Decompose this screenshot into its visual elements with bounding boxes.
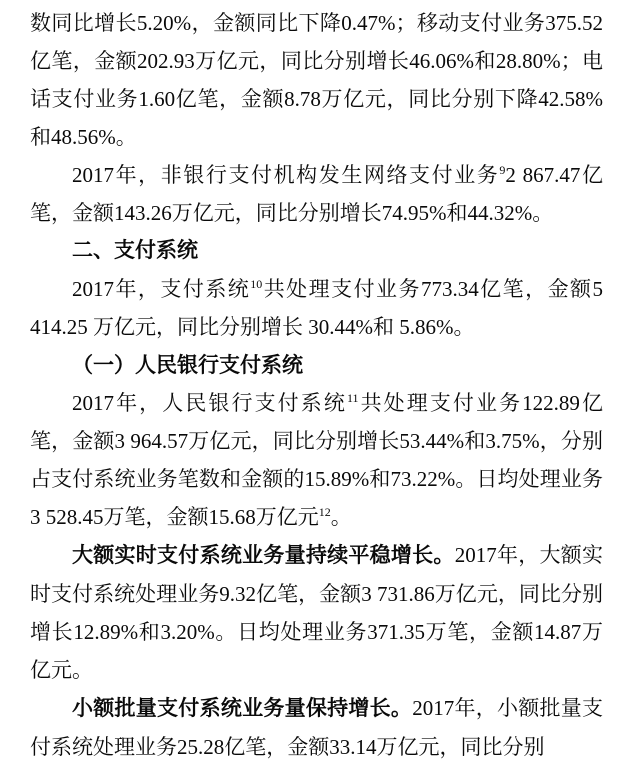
bold-lead-run: 小额批量支付系统业务量保持增长。 [72, 697, 413, 720]
paragraph-payment-systems-total [30, 270, 603, 346]
paragraph-nonbank-network-payments [30, 156, 603, 232]
footnote-ref-12: 12 [318, 505, 331, 519]
section-heading-payment-systems [30, 232, 603, 270]
text-run: 2017年，非银行支付机构发生网络支付业务 [72, 163, 500, 187]
paragraph-pboc-system-stats [30, 384, 603, 536]
footnote-ref-11: 11 [346, 391, 359, 405]
bold-lead-run: 大额实时支付系统业务量持续平稳增长。 [72, 544, 455, 567]
text-run: 2017年，人民银行支付系统 [72, 391, 347, 415]
paragraph-hvps-growth [30, 536, 603, 689]
paragraph-mobile-phone-payments [30, 4, 603, 156]
text-run: 数同比增长5.20%，金额同比下降0.47%；移动支付业务375.52亿笔，金额202.93万亿元，同比分别增长46.06%和28.80%；电话支付业务1.60亿笔，金额8.78万亿元，同比分别下降42.58%和48.56%。 [30, 11, 603, 149]
footnote-ref-10: 10 [250, 277, 263, 291]
text-run: 2017年，小额批量支付系统处理业务25.28亿笔，金额33.14万亿元，同比分别 [30, 696, 604, 759]
text-run: 。 [330, 505, 352, 529]
footnote-ref-9: 9 [499, 163, 506, 177]
text-run: 2 867.47亿笔，金额143.26万亿元，同比分别增长74.95%和44.32%。 [30, 163, 604, 225]
text-run: 共处理支付业务773.34亿笔，金额5 414.25 万亿元，同比分别增长 30.44%和 5.86%。 [30, 277, 603, 339]
text-run: 2017年，支付系统 [72, 277, 251, 301]
text-run: 2017年，大额实时支付系统处理业务9.32亿笔，金额3 731.86万亿元，同比分别增长12.89%和3.20%。日均处理业务371.35万笔，金额14.87万亿元。 [30, 543, 604, 682]
paragraph-beps-growth [30, 689, 603, 765]
subsection-heading-pboc-payment-system [30, 346, 603, 384]
heading-text: 二、支付系统 [72, 239, 198, 262]
text-run: 共处理支付业务122.89亿笔，金额3 964.57万亿元，同比分别增长53.44%和3.75%，分别占支付系统业务笔数和金额的15.89%和73.22%。日均处理业务3 528.45万笔，金额15.68万亿元 [30, 391, 604, 529]
heading-text: （一）人民银行支付系统 [72, 353, 303, 377]
